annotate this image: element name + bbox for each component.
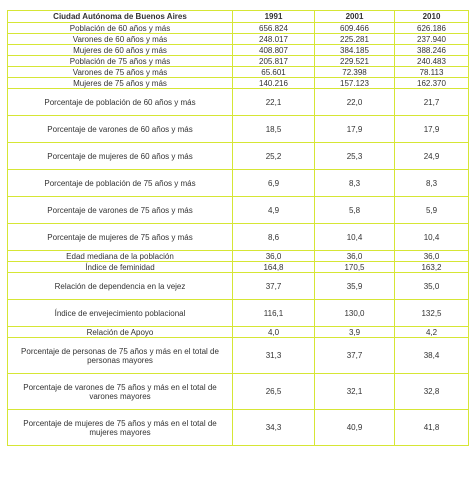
- cell-1991: 26,5: [233, 374, 315, 410]
- cell-2010: 388.246: [395, 45, 469, 56]
- cell-2001: 37,7: [315, 338, 395, 374]
- cell-2001: 8,3: [315, 170, 395, 197]
- row-label: Mujeres de 60 años y más: [8, 45, 233, 56]
- cell-2010: 32,8: [395, 374, 469, 410]
- cell-2001: 609.466: [315, 23, 395, 34]
- cell-1991: 65.601: [233, 67, 315, 78]
- cell-2001: 170,5: [315, 262, 395, 273]
- row-label: Varones de 75 años y más: [8, 67, 233, 78]
- cell-1991: 34,3: [233, 410, 315, 446]
- cell-2010: 78.113: [395, 67, 469, 78]
- cell-2010: 38,4: [395, 338, 469, 374]
- table-row: [8, 251, 469, 262]
- table-row: [8, 410, 469, 446]
- table-container: [7, 10, 469, 446]
- cell-2001: 72.398: [315, 67, 395, 78]
- cell-2001: 32,1: [315, 374, 395, 410]
- row-label: Mujeres de 75 años y más: [8, 78, 233, 89]
- table-row: [8, 34, 469, 45]
- cell-1991: 164,8: [233, 262, 315, 273]
- row-label: Porcentaje de personas de 75 años y más en el total de personas mayores: [8, 338, 233, 374]
- table-row: [8, 143, 469, 170]
- cell-1991: 36,0: [233, 251, 315, 262]
- cell-2001: 35,9: [315, 273, 395, 300]
- table-row: [8, 78, 469, 89]
- row-label: Porcentaje de varones de 75 años y más: [8, 197, 233, 224]
- table-row: [8, 170, 469, 197]
- cell-2001: 36,0: [315, 251, 395, 262]
- table-row: [8, 273, 469, 300]
- table-row: [8, 300, 469, 327]
- table-row: [8, 89, 469, 116]
- table-row: [8, 338, 469, 374]
- row-label: Porcentaje de mujeres de 75 años y más: [8, 224, 233, 251]
- row-label: Porcentaje de población de 75 años y más: [8, 170, 233, 197]
- cell-1991: 8,6: [233, 224, 315, 251]
- cell-1991: 22,1: [233, 89, 315, 116]
- row-label: Índice de feminidad: [8, 262, 233, 273]
- cell-2010: 10,4: [395, 224, 469, 251]
- cell-1991: 18,5: [233, 116, 315, 143]
- cell-1991: 6,9: [233, 170, 315, 197]
- cell-1991: 4,9: [233, 197, 315, 224]
- cell-1991: 25,2: [233, 143, 315, 170]
- cell-2010: 4,2: [395, 327, 469, 338]
- table-row: [8, 116, 469, 143]
- header-year-2010: 2010: [395, 11, 469, 23]
- cell-1991: 205.817: [233, 56, 315, 67]
- row-label: Porcentaje de varones de 75 años y más en el total de varones mayores: [8, 374, 233, 410]
- cell-2001: 229.521: [315, 56, 395, 67]
- cell-2001: 225.281: [315, 34, 395, 45]
- cell-2010: 162.370: [395, 78, 469, 89]
- table-row: [8, 224, 469, 251]
- header-row: [8, 11, 469, 23]
- row-label: Porcentaje de población de 60 años y más: [8, 89, 233, 116]
- cell-2001: 157.123: [315, 78, 395, 89]
- cell-2010: 24,9: [395, 143, 469, 170]
- row-label: Porcentaje de mujeres de 75 años y más en el total de mujeres mayores: [8, 410, 233, 446]
- demographic-table: [7, 10, 469, 446]
- cell-2010: 240.483: [395, 56, 469, 67]
- cell-1991: 31,3: [233, 338, 315, 374]
- table-row: [8, 262, 469, 273]
- table-row: [8, 56, 469, 67]
- cell-2010: 36,0: [395, 251, 469, 262]
- row-label: Índice de envejecimiento poblacional: [8, 300, 233, 327]
- row-label: Población de 75 años y más: [8, 56, 233, 67]
- cell-1991: 116,1: [233, 300, 315, 327]
- header-year-2001: 2001: [315, 11, 395, 23]
- cell-2001: 40,9: [315, 410, 395, 446]
- cell-2010: 132,5: [395, 300, 469, 327]
- cell-2010: 626.186: [395, 23, 469, 34]
- cell-2001: 130,0: [315, 300, 395, 327]
- cell-2001: 384.185: [315, 45, 395, 56]
- row-label: Población de 60 años y más: [8, 23, 233, 34]
- cell-2010: 237.940: [395, 34, 469, 45]
- row-label: Porcentaje de mujeres de 60 años y más: [8, 143, 233, 170]
- header-year-1991: 1991: [233, 11, 315, 23]
- cell-2001: 10,4: [315, 224, 395, 251]
- table-body: [8, 23, 469, 446]
- cell-2010: 35,0: [395, 273, 469, 300]
- cell-1991: 140.216: [233, 78, 315, 89]
- row-label: Edad mediana de la población: [8, 251, 233, 262]
- table-row: [8, 197, 469, 224]
- cell-2010: 163,2: [395, 262, 469, 273]
- cell-2010: 8,3: [395, 170, 469, 197]
- table-row: [8, 67, 469, 78]
- row-label: Relación de Apoyo: [8, 327, 233, 338]
- cell-2010: 5,9: [395, 197, 469, 224]
- cell-2010: 41,8: [395, 410, 469, 446]
- row-label: Porcentaje de varones de 60 años y más: [8, 116, 233, 143]
- header-region: Ciudad Autónoma de Buenos Aires: [8, 11, 233, 23]
- cell-1991: 4,0: [233, 327, 315, 338]
- cell-2001: 3,9: [315, 327, 395, 338]
- row-label: Relación de dependencia en la vejez: [8, 273, 233, 300]
- cell-1991: 248.017: [233, 34, 315, 45]
- table-row: [8, 23, 469, 34]
- cell-2010: 21,7: [395, 89, 469, 116]
- cell-1991: 37,7: [233, 273, 315, 300]
- row-label: Varones de 60 años y más: [8, 34, 233, 45]
- table-row: [8, 327, 469, 338]
- cell-1991: 656.824: [233, 23, 315, 34]
- cell-2001: 22,0: [315, 89, 395, 116]
- table-row: [8, 45, 469, 56]
- table-row: [8, 374, 469, 410]
- cell-2001: 17,9: [315, 116, 395, 143]
- cell-2001: 25,3: [315, 143, 395, 170]
- cell-1991: 408.807: [233, 45, 315, 56]
- cell-2001: 5,8: [315, 197, 395, 224]
- cell-2010: 17,9: [395, 116, 469, 143]
